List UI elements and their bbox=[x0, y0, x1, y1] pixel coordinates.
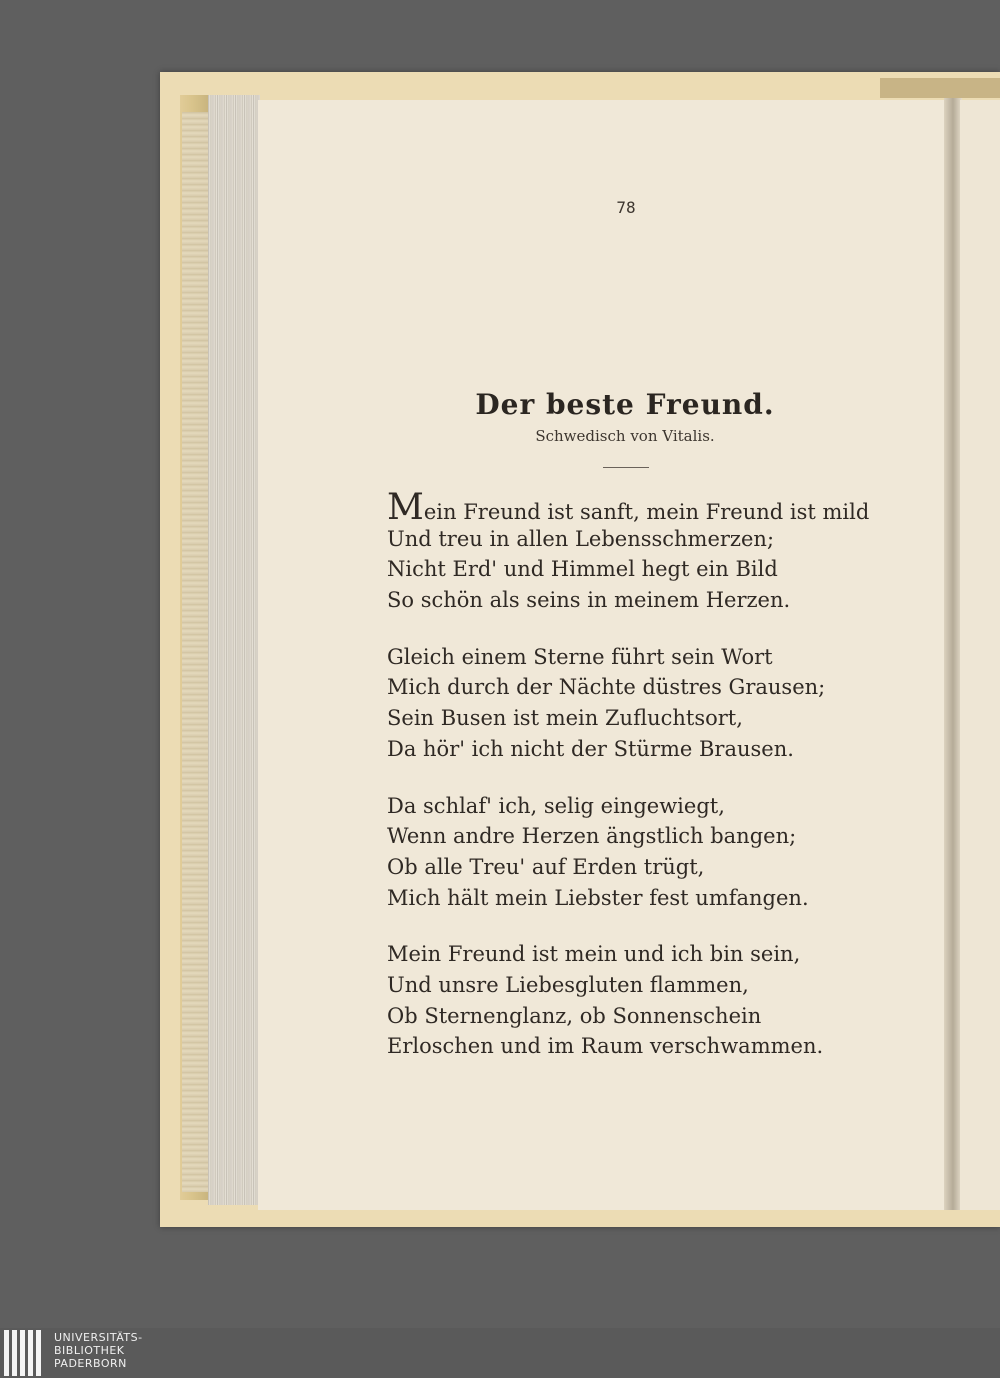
library-name-line: PADERBORN bbox=[54, 1357, 127, 1370]
poem-line: Nicht Erd' und Himmel hegt ein Bild bbox=[387, 557, 778, 582]
poem-line: Ob Sternenglanz, ob Sonnenschein bbox=[387, 1003, 762, 1028]
page-stack-edges bbox=[208, 95, 260, 1205]
library-logo-icon bbox=[4, 1330, 46, 1376]
page-number: 78 bbox=[616, 198, 636, 217]
poem-subtitle: Schwedisch von Vitalis. bbox=[535, 427, 715, 445]
stanza bbox=[387, 487, 907, 616]
library-footer-bar bbox=[0, 1328, 1000, 1378]
poem-line: Sein Busen ist mein Zufluchtsort, bbox=[387, 706, 743, 731]
poem-line: Ob alle Treu' auf Erden trügt, bbox=[387, 854, 705, 879]
poem-body bbox=[387, 487, 907, 1088]
poem-line: Mich durch der Nächte düstres Grausen; bbox=[387, 675, 826, 700]
poem-line: Mein Freund ist mein und ich bin sein, bbox=[387, 942, 801, 967]
poem-line: Und treu in allen Lebensschmerzen; bbox=[387, 526, 775, 551]
library-name-line: UNIVERSITÄTS- bbox=[54, 1331, 143, 1344]
poem-title: Der beste Freund. bbox=[475, 388, 775, 421]
spine-cloth bbox=[182, 112, 210, 1192]
title-divider bbox=[603, 467, 649, 468]
stanza bbox=[387, 791, 907, 914]
next-page-edge bbox=[960, 100, 1000, 1210]
poem-line: Da schlaf' ich, selig eingewiegt, bbox=[387, 793, 725, 818]
poem-line: Wenn andre Herzen ängstlich bangen; bbox=[387, 824, 797, 849]
poem-line: So schön als seins in meinem Herzen. bbox=[387, 588, 791, 613]
poem-line: Mich hält mein Liebster fest umfangen. bbox=[387, 885, 809, 910]
drop-cap: M bbox=[387, 487, 424, 528]
poem-line: Und unsre Liebesgluten flammen, bbox=[387, 972, 749, 997]
stanza bbox=[387, 642, 907, 765]
stanza bbox=[387, 939, 907, 1062]
poem-line: Gleich einem Sterne führt sein Wort bbox=[387, 644, 773, 669]
library-name-line: BIBLIOTHEK bbox=[54, 1344, 125, 1357]
poem-line: Da hör' ich nicht der Stürme Brausen. bbox=[387, 736, 794, 761]
poem-line: Mein Freund ist sanft, mein Freund ist mild bbox=[387, 487, 870, 528]
library-name bbox=[54, 1331, 143, 1370]
poem-line: Erloschen und im Raum verschwammen. bbox=[387, 1034, 824, 1059]
cover-top-edge bbox=[880, 78, 1000, 98]
